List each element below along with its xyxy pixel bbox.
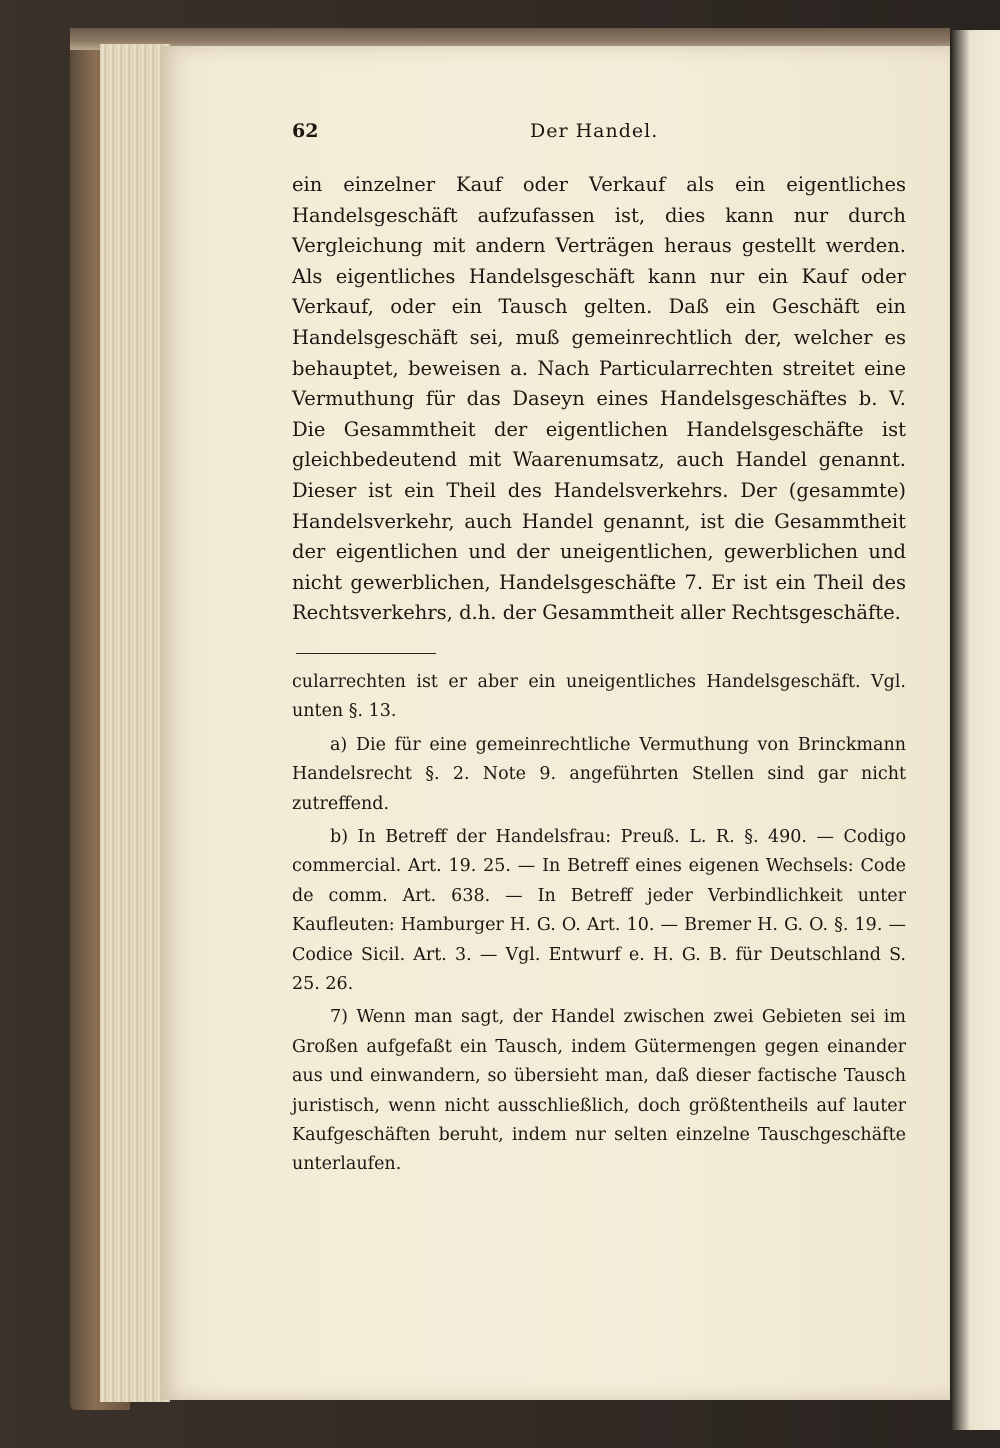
main-paragraph: ein einzelner Kauf oder Verkauf als ein eigentliches Handelsgeschäft aufzufassen ist, dies kann nur durch Vergleichung mit andern Verträgen heraus gestellt werden. Als eigentliches Handelsgeschäft kann nur ein Kauf oder Verkauf, oder ein Tausch gelten. Daß ein Geschäft ein Handelsgeschäft sei, muß gemeinrechtlich der, welcher es behauptet, beweisen a. Nach Particularrechten streitet eine Vermuthung für das Daseyn eines Handelsgeschäftes b. V. Die Gesammtheit der eigentlichen Handelsgeschäfte ist gleichbedeutend mit Waarenumsatz, auch Handel genannt. Dieser ist ein Theil des Handelsverkehrs. Der (gesammte) Handelsverkehr, auch Handel genannt, ist die Gesammtheit der eigentlichen und der uneigentlichen, gewerblichen und nicht gewerblichen, Handelsgeschäfte 7. Er ist ein Theil des Rechtsverkehrs, d.h. der Gesammtheit aller Rechtsgeschäfte. — [292, 173, 906, 625]
footnote-continuation: cularrechten ist er aber ein uneigentliches Handelsgeschäft. Vgl. unten §. 13. — [292, 671, 906, 722]
footnote-separator — [296, 653, 436, 654]
page-text-block — [292, 112, 906, 1180]
facing-page-edge — [950, 30, 1000, 1430]
main-text — [292, 170, 906, 629]
running-head: Der Handel. — [530, 120, 659, 142]
footnote-7: 7) Wenn man sagt, der Handel zwischen zwei Gebieten sei im Großen aufgefaßt ein Tausch, indem Gütermengen gegen einander aus und einwandern, so übersieht man, daß dieser factische Tausch juristisch, wenn nicht ausschließlich, doch größtentheils auf lauter Kaufgeschäften beruht, indem nur selten einzelne Tauschgeschäfte unterlaufen. — [292, 1007, 906, 1175]
page-header — [292, 112, 906, 152]
footnotes — [292, 668, 906, 1180]
footnote-b: b) In Betreff der Handelsfrau: Preuß. L. R. §. 490. — Codigo commercial. Art. 19. 25. — In Betreff eines eigenen Wechsels: Code de comm. Art. 638. — In Betreff jeder Verbindlichkeit unter Kaufleuten: Hamburger H. G. O. Art. 10. — Bremer H. G. O. §. 19. — Codice Sicil. Art. 3. — Vgl. Entwurf e. H. G. B. für Deutschland S. 25. 26. — [292, 826, 906, 994]
page-number: 62 — [292, 120, 319, 142]
footnote-a: a) Die für eine gemeinrechtliche Vermuthung von Brinckmann Handelsrecht §. 2. Note 9. angeführten Stellen sind gar nicht zutreffend. — [292, 734, 906, 814]
